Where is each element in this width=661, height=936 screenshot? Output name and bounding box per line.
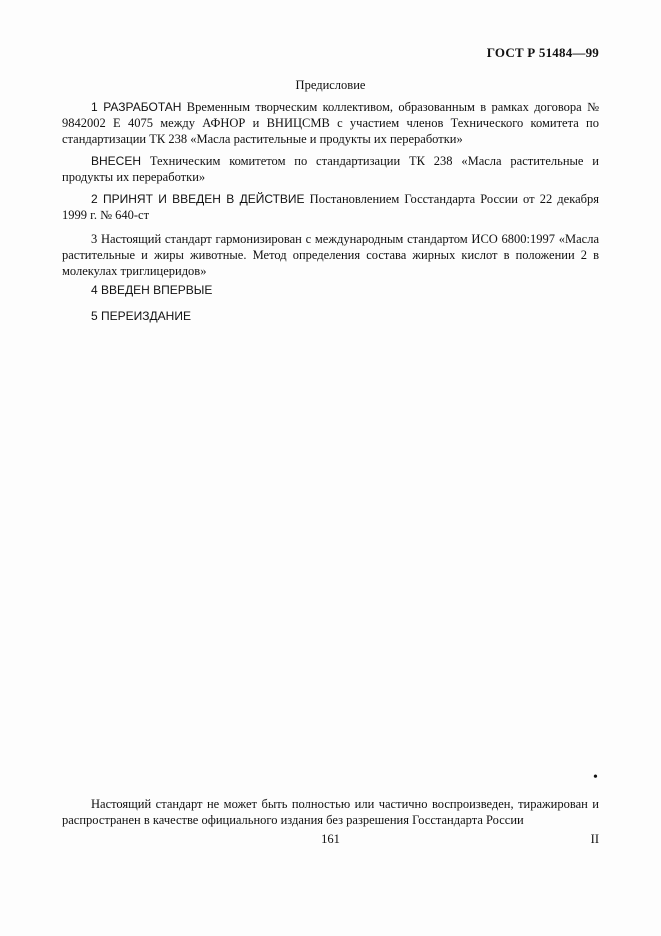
preface-item-first-introduced	[62, 282, 599, 298]
preface-item-adopted	[62, 191, 599, 223]
page-number: 161	[321, 832, 340, 846]
item-text: Временным творческим коллективом, образованным в рамках договора № 9842002 Е 4075 между АФНОР и ВНИЦСМВ с участием членов Технического комитета по стандартизации ТК 238 «Масла растительные и продукты их переработки»	[62, 100, 600, 146]
preface-item-introduced	[62, 153, 599, 185]
preface-item-harmonized	[62, 231, 599, 279]
item-lead: 5 ПЕРЕИЗДАНИЕ	[91, 309, 191, 323]
item-text: Постановлением Госстандарта России от 22 декабря 1999 г. № 640-ст	[62, 192, 600, 222]
preface-title: Предисловие	[295, 78, 366, 92]
item-text: Настоящий стандарт гармонизирован с международным стандартом ИСО 6800:1997 «Масла растительные и жиры животные. Метод определения состава жирных кислот в положении 2 в молекулах триглицеридов»	[62, 232, 599, 278]
item-lead: 2 ПРИНЯТ И ВВЕДЕН В ДЕЙСТВИЕ	[91, 192, 305, 206]
preface-item-reissue	[62, 308, 599, 324]
item-lead: 4 ВВЕДЕН ВПЕРВЫЕ	[91, 283, 213, 297]
bullet-mark: •	[593, 770, 598, 785]
standard-code: ГОСТ Р 51484—99	[486, 45, 599, 60]
item-lead: ВНЕСЕН	[91, 154, 142, 168]
roman-page-number: II	[590, 832, 599, 846]
item-lead: 1 РАЗРАБОТАН	[91, 100, 182, 114]
item-text: Техническим комитетом по стандартизации ТК 238 «Масла растительные и продукты их переработки»	[62, 154, 599, 184]
item-lead: 3	[91, 232, 98, 246]
preface-item-developed	[62, 99, 599, 147]
copyright-notice: Настоящий стандарт не может быть полностью или частично воспроизведен, тиражирован и распространен в качестве официального издания без разрешения Госстандарта России	[62, 797, 599, 827]
